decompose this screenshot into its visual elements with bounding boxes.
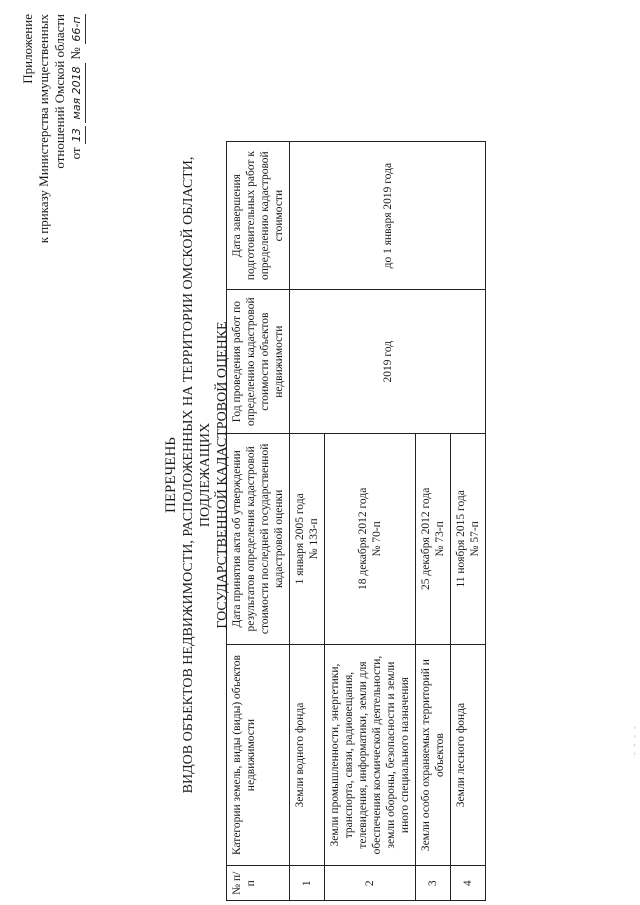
row-3-no: 3 — [416, 866, 451, 901]
header-no: № п/п — [227, 866, 290, 901]
row-4-no: 4 — [451, 866, 486, 901]
row-4-category: Земли лесного фонда — [451, 644, 486, 866]
title-line-1: ВИДОВ ОБЪЕКТОВ НЕДВИЖИМОСТИ, РАСПОЛОЖЕННЫХ НА ТЕРРИТОРИИ ОМСКОЙ ОБЛАСТИ, ПОДЛЕЖАЩИХ — [181, 156, 213, 794]
row-2-act-number: № 70-п — [371, 521, 383, 557]
row-1-act-date-text: 1 января 2005 года — [294, 493, 306, 585]
appendix-line-1: Приложение — [20, 14, 35, 84]
header-category: Категории земель, виды (виды) объектов недвижимости — [227, 644, 290, 866]
document-title — [162, 105, 231, 845]
real-estate-list-table — [226, 141, 486, 901]
appendix-line-2: к приказу Министерства имущественных — [36, 14, 51, 244]
completion-cell: до 1 января 2019 года — [290, 142, 486, 290]
row-2-act-date — [325, 434, 416, 645]
row-4-act-number: № 57-п — [469, 521, 481, 557]
title-line-2: ГОСУДАРСТВЕННОЙ КАДАСТРОВОЙ ОЦЕНКЕ — [215, 321, 230, 629]
number-prefix: № — [68, 47, 83, 60]
appendix-date-line — [68, 14, 86, 344]
scan-marks: - - - - — [630, 724, 639, 755]
order-number: 66-п — [69, 14, 86, 44]
row-3-category: Земли особо охраняемых территорий и объектов — [416, 644, 451, 866]
row-4-act-date — [451, 434, 486, 645]
row-1-act-date — [290, 434, 325, 645]
row-1-category: Земли водного фонда — [290, 644, 325, 866]
appendix-line-3: отношений Омской области — [52, 14, 67, 169]
row-3-act-date — [416, 434, 451, 645]
row-2-category: Земли промышленности, энергетики, транспорта, связи, радиовещания, телевидения, информатики, земли для обеспечения космической деятельности, земли обороны, безопасности и земли иного специального назначения — [325, 644, 416, 866]
date-month-year: мая 2018 — [69, 63, 86, 123]
row-2-no: 2 — [325, 866, 416, 901]
row-2-act-date-text: 18 декабря 2012 года — [357, 487, 369, 590]
appendix-header — [20, 14, 86, 344]
header-act-date: Дата принятия акта об утверждении результатов определения кадастровой стоимости последней государственной кадастровой оценки — [227, 434, 290, 645]
header-year: Год проведения работ по определению кадастровой стоимости объектов недвижимости — [227, 290, 290, 434]
row-4-act-date-text: 11 ноября 2015 года — [455, 490, 467, 588]
date-prefix: от — [68, 147, 83, 160]
row-1-no: 1 — [290, 866, 325, 901]
year-cell: 2019 год — [290, 290, 486, 434]
table-header-row — [227, 142, 290, 901]
row-1-act-number: № 133-п — [308, 518, 320, 560]
row-3-act-date-text: 25 декабря 2012 года — [420, 487, 432, 590]
row-3-act-number: № 73-п — [434, 521, 446, 557]
header-completion: Дата завершения подготовительных работ к определению кадастровой стоимости — [227, 142, 290, 290]
date-day: 13 — [69, 126, 86, 144]
table-row — [290, 142, 325, 901]
title-heading: ПЕРЕЧЕНЬ — [163, 437, 179, 513]
